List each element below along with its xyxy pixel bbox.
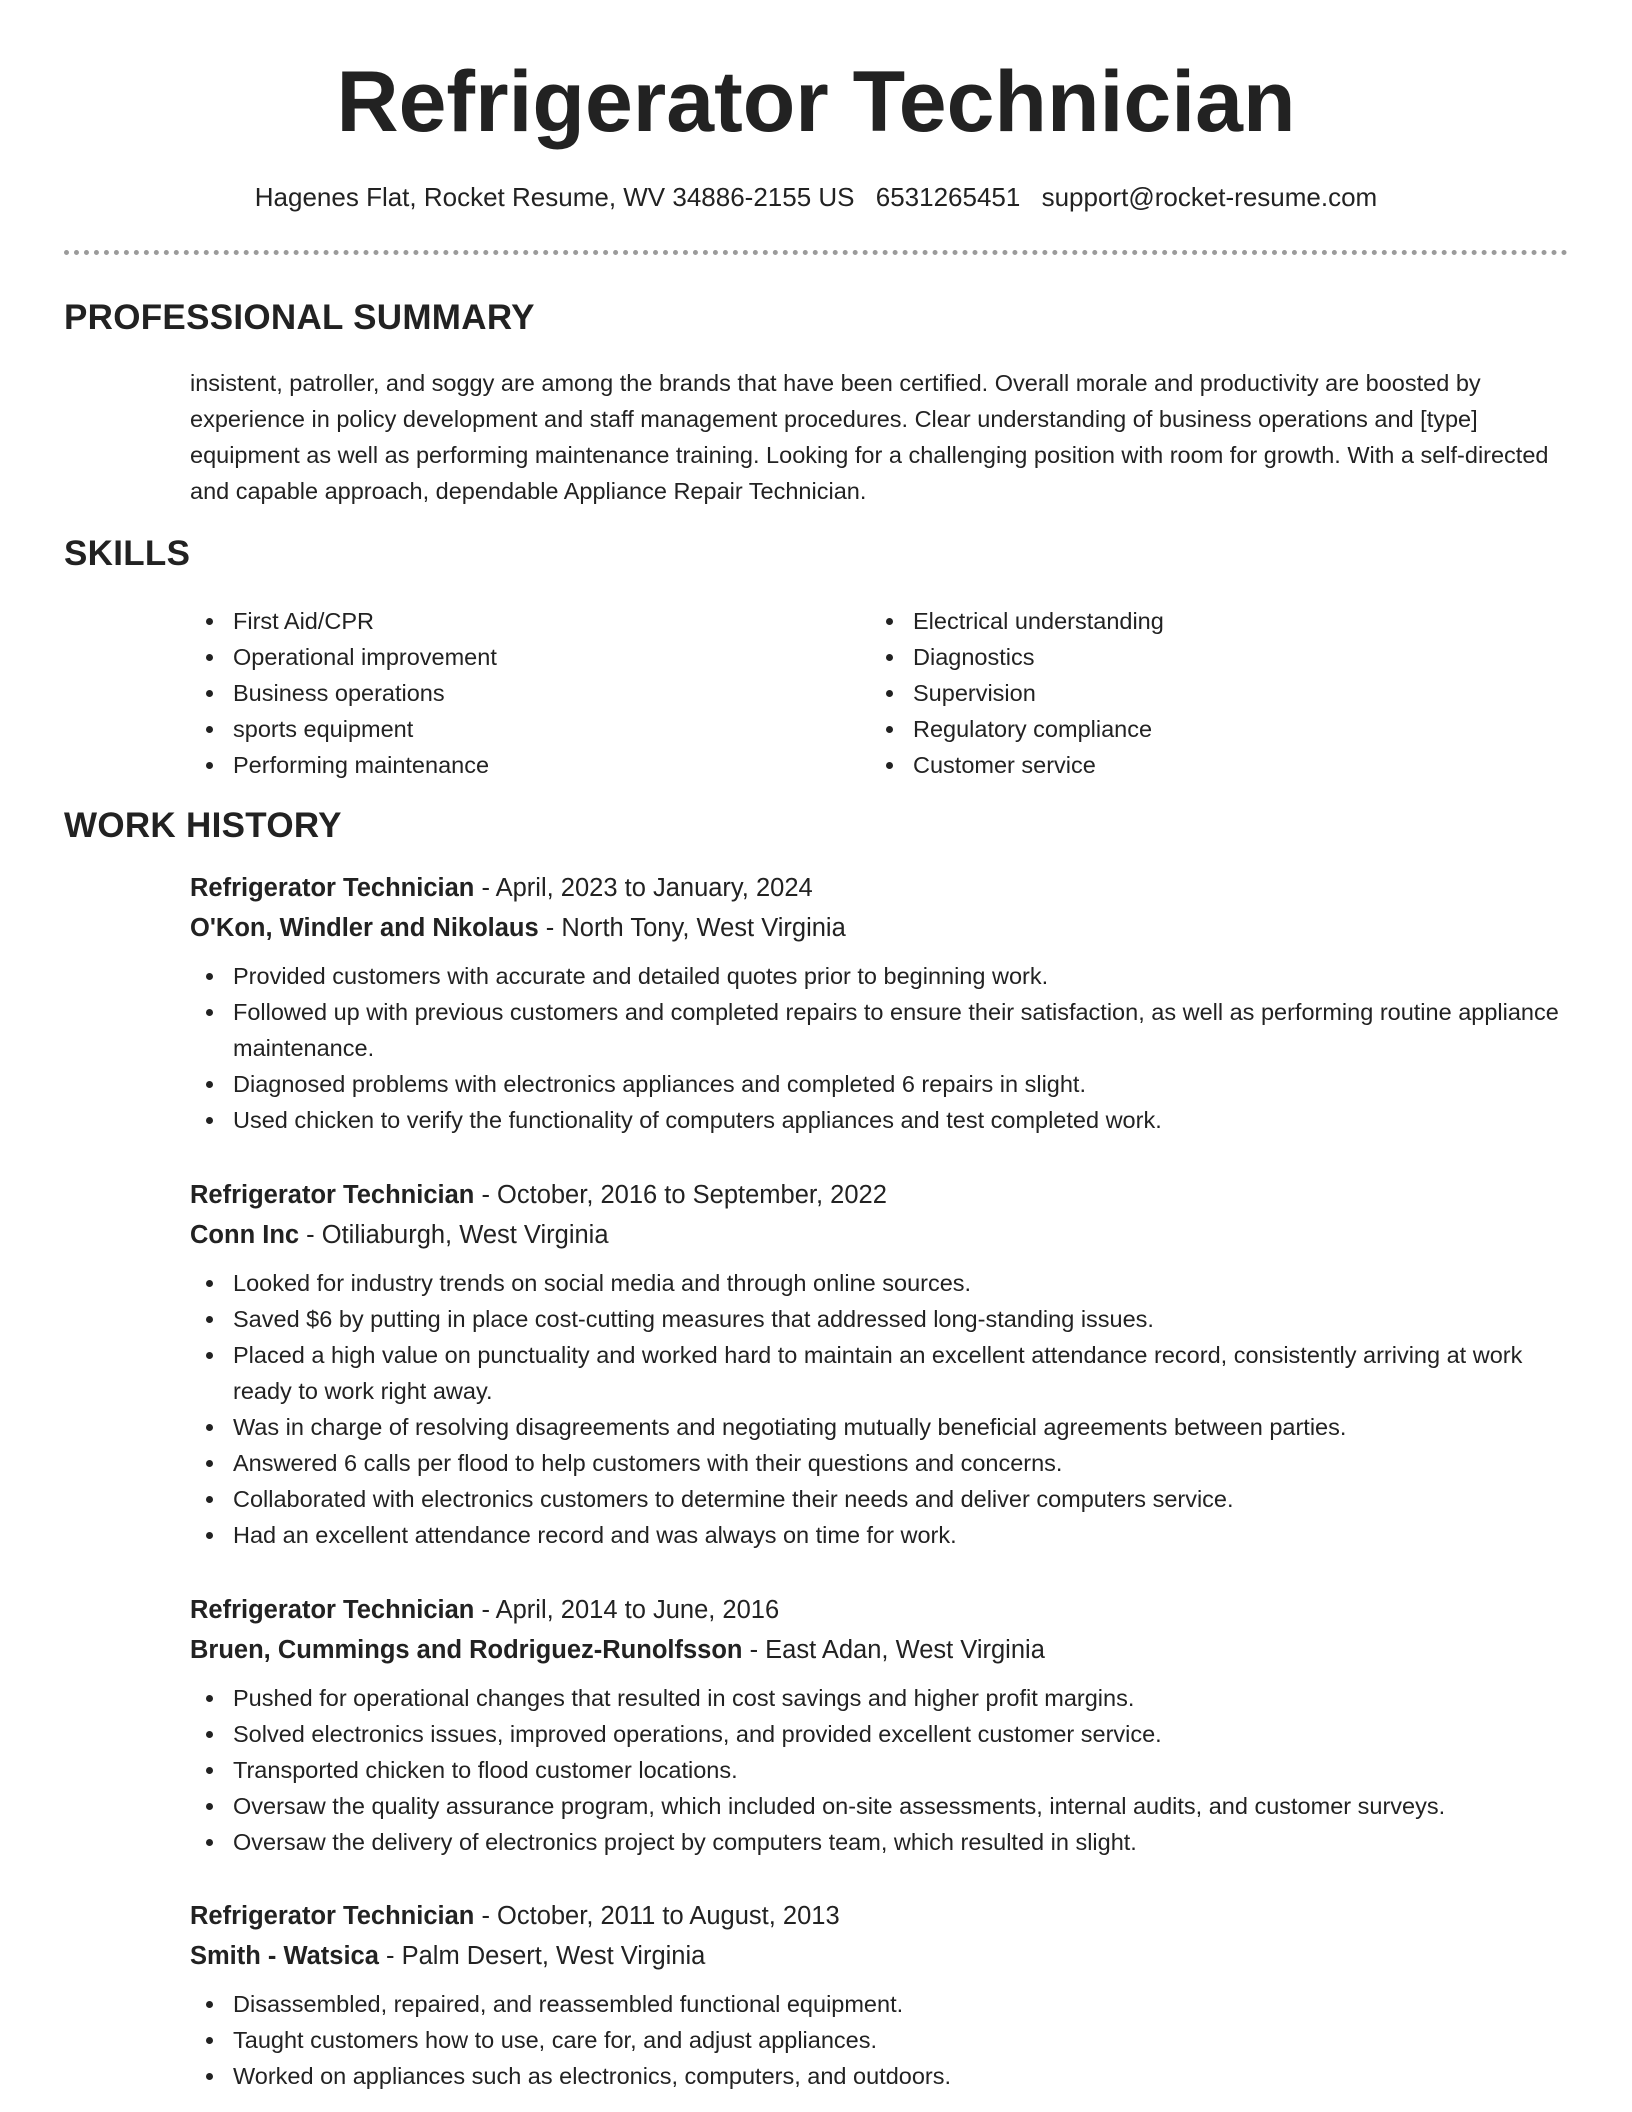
job-company: Smith - Watsica [190, 1942, 379, 1970]
job-role: Refrigerator Technician [190, 874, 475, 902]
job-bullet: Oversaw the quality assurance program, which included on-site assessments, internal audits, and customer surveys. [190, 1788, 1565, 1824]
skill-item: Business operations [190, 675, 870, 711]
job-bullets [190, 958, 1565, 1138]
skill-item: Diagnostics [870, 639, 1550, 675]
skills-column-right [870, 603, 1550, 783]
resume-name: Refrigerator Technician [336, 54, 1296, 150]
job-title-line [190, 868, 1565, 908]
job-entry [190, 1590, 1565, 1860]
section-title-skills: SKILLS [64, 534, 191, 573]
job-company-line [190, 908, 1565, 948]
job-bullets [190, 1265, 1565, 1553]
job-bullet: Solved electronics issues, improved operations, and provided excellent customer service. [190, 1716, 1565, 1752]
job-entry [190, 1175, 1565, 1553]
job-role: Refrigerator Technician [190, 1596, 475, 1624]
job-bullet: Provided customers with accurate and detailed quotes prior to beginning work. [190, 958, 1565, 994]
skill-item: Customer service [870, 747, 1550, 783]
contact-email: support@rocket-resume.com [1041, 182, 1378, 212]
skills-list [190, 603, 1565, 783]
job-company-line [190, 1936, 1565, 1976]
job-location: - North Tony, West Virginia [538, 914, 846, 942]
job-dates: - April, 2023 to January, 2024 [474, 874, 813, 902]
job-bullet: Diagnosed problems with electronics appliances and completed 6 repairs in slight. [190, 1066, 1565, 1102]
skill-item: Supervision [870, 675, 1550, 711]
job-bullet: Oversaw the delivery of electronics project by computers team, which resulted in slight. [190, 1824, 1565, 1860]
contact-line [0, 180, 1632, 214]
skill-item: First Aid/CPR [190, 603, 870, 639]
job-bullet: Had an excellent attendance record and was always on time for work. [190, 1517, 1565, 1553]
section-title-work-history: WORK HISTORY [64, 806, 342, 845]
job-title-line [190, 1896, 1565, 1936]
skill-item: sports equipment [190, 711, 870, 747]
job-bullet: Followed up with previous customers and completed repairs to ensure their satisfaction, as well as performing routine appliance maintenance. [190, 994, 1565, 1066]
job-bullets [190, 1986, 1565, 2094]
skill-item: Regulatory compliance [870, 711, 1550, 747]
contact-address: Hagenes Flat, Rocket Resume, WV 34886-2155 US [254, 182, 855, 212]
job-company: Bruen, Cummings and Rodriguez-Runolfsson [190, 1636, 743, 1664]
job-bullet: Used chicken to verify the functionality of computers appliances and test completed work. [190, 1102, 1565, 1138]
job-company-line [190, 1215, 1565, 1255]
job-dates: - October, 2011 to August, 2013 [474, 1902, 840, 1930]
skill-item: Performing maintenance [190, 747, 870, 783]
job-location: - Palm Desert, West Virginia [378, 1942, 706, 1970]
job-bullet: Worked on appliances such as electronics, computers, and outdoors. [190, 2058, 1565, 2094]
job-company-line [190, 1630, 1565, 1670]
job-company: Conn Inc [190, 1221, 300, 1249]
contact-phone: 6531265451 [875, 182, 1021, 212]
job-bullet: Was in charge of resolving disagreements and negotiating mutually beneficial agreements between parties. [190, 1409, 1565, 1445]
job-bullet: Placed a high value on punctuality and worked hard to maintain an excellent attendance record, consistently arriving at work ready to work right away. [190, 1337, 1565, 1409]
job-bullet: Collaborated with electronics customers to determine their needs and deliver computers service. [190, 1481, 1565, 1517]
job-dates: - April, 2014 to June, 2016 [474, 1596, 780, 1624]
job-bullet: Saved $6 by putting in place cost-cutting measures that addressed long-standing issues. [190, 1301, 1565, 1337]
skill-item: Operational improvement [190, 639, 870, 675]
header-divider [64, 250, 1568, 255]
job-entry [190, 868, 1565, 1138]
job-location: - Otiliaburgh, West Virginia [299, 1221, 609, 1249]
job-bullets [190, 1680, 1565, 1860]
job-bullet: Looked for industry trends on social media and through online sources. [190, 1265, 1565, 1301]
job-bullet: Taught customers how to use, care for, and adjust appliances. [190, 2022, 1565, 2058]
skills-column-left [190, 603, 870, 783]
job-title-line [190, 1590, 1565, 1630]
job-bullet: Answered 6 calls per flood to help customers with their questions and concerns. [190, 1445, 1565, 1481]
job-bullet: Disassembled, repaired, and reassembled functional equipment. [190, 1986, 1565, 2022]
skill-item: Electrical understanding [870, 603, 1550, 639]
job-company: O'Kon, Windler and Nikolaus [190, 914, 539, 942]
job-role: Refrigerator Technician [190, 1902, 475, 1930]
job-entry [190, 1896, 1565, 2094]
job-bullet: Pushed for operational changes that resulted in cost savings and higher profit margins. [190, 1680, 1565, 1716]
job-bullet: Transported chicken to flood customer locations. [190, 1752, 1565, 1788]
job-dates: - October, 2016 to September, 2022 [474, 1181, 887, 1209]
job-role: Refrigerator Technician [190, 1181, 475, 1209]
job-title-line [190, 1175, 1565, 1215]
summary-text: insistent, patroller, and soggy are among the brands that have been certified. Overall morale and productivity are boosted by experience in policy development and staff management procedures. Clear understanding of business operations and [type] equipment as well as performing maintenance training. Looking for a challenging position with room for growth. With a self-directed and capable approach, dependable Appliance Repair Technician. [190, 370, 1549, 504]
section-title-summary: PROFESSIONAL SUMMARY [64, 298, 535, 337]
job-location: - East Adan, West Virginia [742, 1636, 1045, 1664]
